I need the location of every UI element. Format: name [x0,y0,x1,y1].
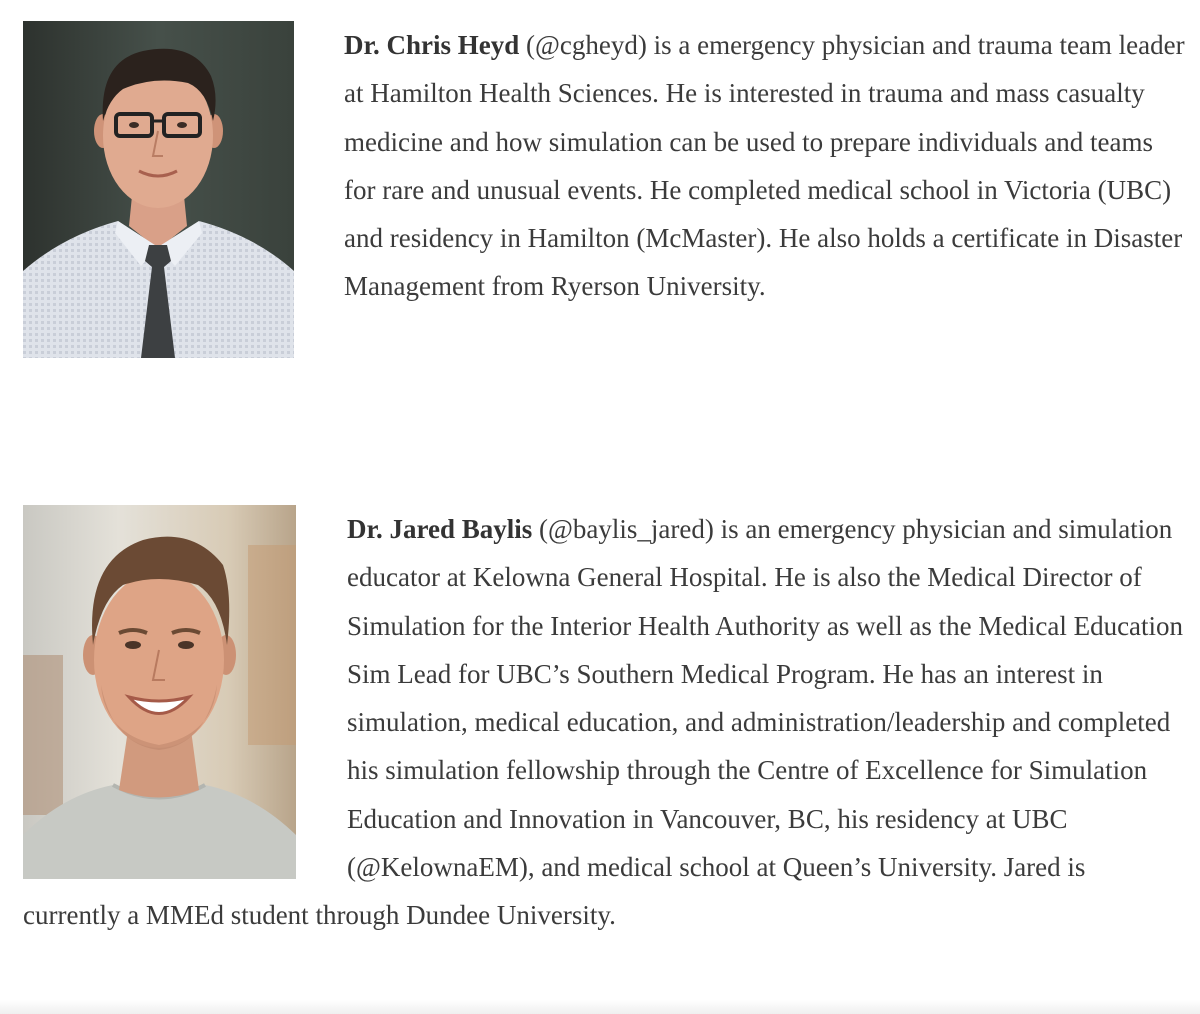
portrait-chris-heyd [23,21,294,358]
bio-chris-heyd [23,21,1188,364]
twitter-handle: (@cgheyd) [526,30,647,60]
twitter-handle: (@baylis_jared) [539,514,714,544]
bio-body: is a emergency physician and trauma team leader at Hamilton Health Sciences. He is interested in trauma and mass casualty medicine and how simulation can be used to prepare individuals and teams for rare and unusual events. He completed medical school in Victoria (UBC) and residency in Hamilton (McMaster). He also holds a certificate in Disaster Management from Ryerson University. [344,30,1185,302]
person-name: Dr. Chris Heyd [344,30,520,60]
page-bottom-edge [0,1000,1200,1014]
portrait-jared-baylis [23,505,296,879]
bio-body: is an emergency physician and simulation educator at Kelowna General Hospital. He is also the Medical Director of Simulation for the Interior Health Authority as well as the Medical Education Sim Lead for UBC’s Southern Medical Program. He has an interest in simulation, medical education, and administration/leadership and completed his simulation fellowship through the Centre of Excellence for Simulation Education and Innovation in Vancouver, BC, his residency at UBC (@KelownaEM), and medical school at Queen’s University. Jared is currently a MMEd student through Dundee University. [23,514,1184,931]
bio-jared-baylis [23,505,1188,940]
person-name: Dr. Jared Baylis [347,514,533,544]
